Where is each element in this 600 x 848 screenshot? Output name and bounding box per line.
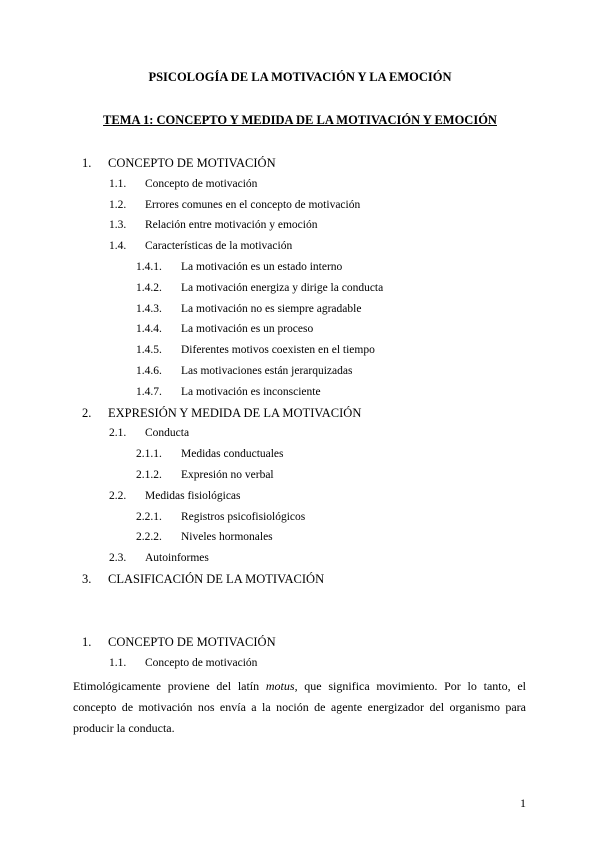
toc-item-label: EXPRESIÓN Y MEDIDA DE LA MOTIVACIÓN	[108, 405, 362, 420]
toc-item-number: 1.4.2.	[136, 281, 162, 294]
document-subtitle: TEMA 1: CONCEPTO Y MEDIDA DE LA MOTIVACIÓN Y EMOCIÓN	[103, 113, 497, 127]
paragraph-text-start: Etimológicamente proviene del latín	[73, 679, 266, 693]
toc-item-label: La motivación no es siempre agradable	[181, 302, 362, 315]
paragraph-text-end: , que significa movimiento. Por lo tanto, el concepto de motivación nos envía a la noción de agente energizador del organismo para producir la conducta.	[73, 679, 526, 735]
toc-item-number: 2.2.	[109, 489, 127, 502]
toc-item-number: 2.1.1.	[136, 448, 162, 461]
toc-item-number: 2.1.	[109, 427, 127, 440]
toc-item-label: Registros psicofisiológicos	[181, 510, 306, 523]
toc-item-label: Las motivaciones están jerarquizadas	[181, 365, 353, 377]
toc-item-label: CONCEPTO DE MOTIVACIÓN	[108, 156, 276, 170]
toc-item-label: Errores comunes en el concepto de motivación	[145, 198, 361, 211]
toc-item-label: Niveles hormonales	[181, 531, 273, 544]
toc-item-label: La motivación es un estado interno	[181, 261, 343, 273]
toc-item-number: 1.2.	[109, 198, 127, 211]
body-paragraph	[73, 676, 526, 739]
toc-item-label: Expresión no verbal	[181, 469, 274, 481]
toc-item-label: Diferentes motivos coexisten en el tiempo	[181, 344, 375, 357]
document-title: PSICOLOGÍA DE LA MOTIVACIÓN Y LA EMOCIÓN	[148, 70, 452, 84]
toc-item-number: 1.4.1.	[136, 261, 162, 273]
toc-item-number: 1.4.	[109, 240, 127, 253]
toc-item-label: Autoinformes	[145, 552, 209, 565]
page-number: 1	[520, 796, 526, 810]
toc-item-number: 2.2.1.	[136, 510, 162, 523]
toc-item-number: 1.4.4.	[136, 323, 162, 336]
toc-item-label: La motivación energiza y dirige la conducta	[181, 281, 384, 294]
toc-item-number: 2.3.	[109, 552, 127, 565]
toc-item-number: 1.4.5.	[136, 344, 162, 357]
toc-item-number: 1.4.6.	[136, 365, 162, 377]
toc-item-label: Concepto de motivación	[145, 177, 258, 190]
toc-item-number: 2.	[82, 405, 92, 420]
toc-item-label: CLASIFICACIÓN DE LA MOTIVACIÓN	[108, 572, 325, 586]
toc-item-number: 3.	[82, 572, 92, 586]
toc-item-number: 1.	[82, 156, 92, 170]
section-title: CONCEPTO DE MOTIVACIÓN	[108, 635, 276, 649]
toc-item-number: 2.1.2.	[136, 469, 162, 481]
section-number: 1.	[82, 635, 92, 649]
toc-item-number: 1.3.	[109, 219, 127, 232]
toc-item-number: 1.4.7.	[136, 385, 162, 398]
toc-item-number: 1.4.3.	[136, 302, 162, 315]
latin-term: motus	[265, 679, 295, 693]
toc-item-number: 1.1.	[109, 177, 127, 190]
toc-item-label: Características de la motivación	[145, 240, 293, 253]
subsection-number: 1.1.	[109, 657, 127, 669]
toc-item-label: Medidas conductuales	[181, 448, 284, 461]
toc-item-number: 2.2.2.	[136, 531, 162, 544]
toc-item-label: Medidas fisiológicas	[145, 489, 241, 502]
toc-item-label: Relación entre motivación y emoción	[145, 219, 318, 232]
subsection-title: Concepto de motivación	[145, 657, 258, 669]
toc-item-label: La motivación es inconsciente	[181, 385, 321, 398]
toc-item-label: La motivación es un proceso	[181, 323, 314, 336]
toc-item-label: Conducta	[145, 427, 190, 440]
